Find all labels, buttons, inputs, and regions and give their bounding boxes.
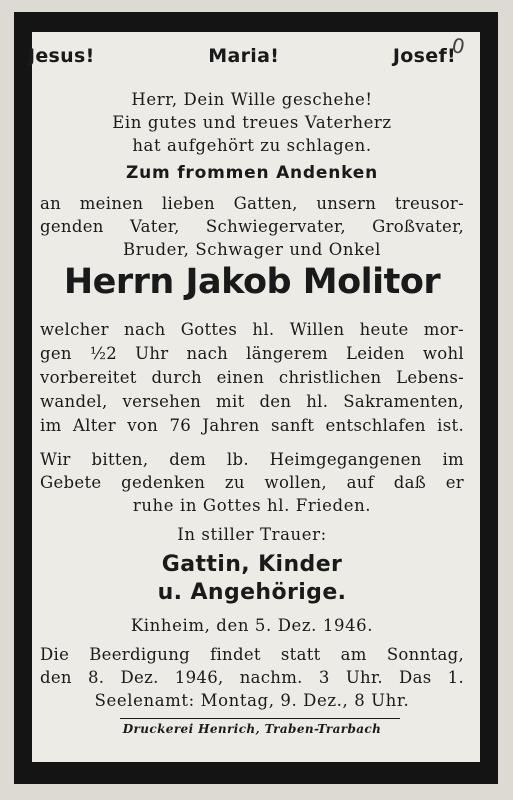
prayer-request-line: Gebete gedenken zu wollen, auf daß er [40,473,464,492]
dedication-line: Bruder, Schwager und Onkel [123,240,381,259]
deceased-name: Herrn Jakob Molitor [63,262,441,302]
funeral-info-line: Seelenamt: Montag, 9. Dez., 8 Uhr. [94,691,410,710]
funeral-info-line: Die Beerdigung findet statt am Sonntag, [40,645,464,664]
printer-divider [120,718,400,719]
pencil-mark: 0 [449,32,468,60]
mourners-line: u. Angehörige. [157,580,347,605]
invocation-maria: Maria! [208,45,280,67]
verse-line: Herr, Dein Wille geschehe! [131,90,373,109]
death-notice-line: vorbereitet durch einen christlichen Lebens- [40,368,464,387]
invocation-josef: Josef! [392,45,456,67]
death-notice-line: wandel, versehen mit den hl. Sakramenten, [40,392,464,411]
invocation-jesus: Jesus! [28,45,95,67]
verse-line: hat aufgehört zu schlagen. [132,136,372,155]
memorial-heading: Zum frommen Andenken [125,163,379,183]
death-notice-line: im Alter von 76 Jahren sanft entschlafen ist. [40,416,464,435]
verse-line: Ein gutes und treues Vaterherz [112,113,392,132]
dedication-line: an meinen lieben Gatten, unsern treusor- [40,194,464,213]
death-notice-line: gen ½2 Uhr nach längerem Leiden wohl [40,344,464,363]
mourning-label: In stiller Trauer: [177,525,327,544]
invocation-header [28,45,456,67]
mourners-line: Gattin, Kinder [161,552,343,577]
prayer-request-line: ruhe in Gottes hl. Frieden. [132,496,372,515]
printer-credit: Druckerei Henrich, Traben-Trarbach [122,722,382,736]
dedication-line: genden Vater, Schwiegervater, Großvater, [40,217,464,236]
funeral-info-line: den 8. Dez. 1946, nachm. 3 Uhr. Das 1. [40,668,464,687]
prayer-request-line: Wir bitten, dem lb. Heimgegangenen im [40,450,464,469]
death-notice-line: welcher nach Gottes hl. Willen heute mor- [40,320,464,339]
place-date: Kinheim, den 5. Dez. 1946. [130,616,374,635]
